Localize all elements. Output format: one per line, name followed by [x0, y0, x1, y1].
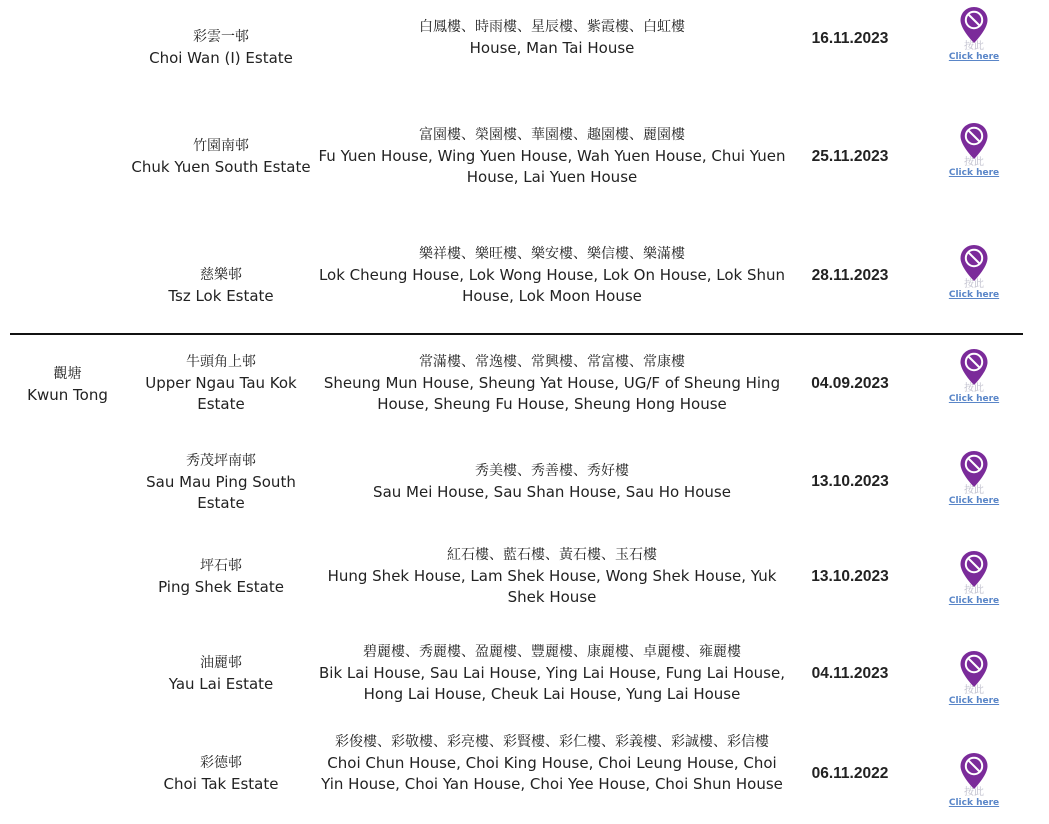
estate-name: 牛頭角上邨 Upper Ngau Tau Kok Estate — [145, 354, 297, 413]
location-pin-icon — [959, 550, 989, 588]
estate-name: 彩德邨 Choi Tak Estate — [163, 755, 279, 793]
blocks-list: 彩俊樓、彩敬樓、彩亮樓、彩賢樓、彩仁樓、彩義樓、彩誠樓、彩信樓 Choi Chun House, Choi King House, Choi Leung House, Choi Yin House, Choi Yan House, Choi Yee House, Choi Shun House — [321, 734, 783, 793]
location-pin-icon — [959, 122, 989, 160]
date: 16.11.2023 — [811, 30, 889, 47]
estate-name: 油麗邨 Yau Lai Estate — [168, 655, 274, 693]
blocks-list: 紅石樓、藍石樓、黃石樓、玉石樓 Hung Shek House, Lam Shek House, Wong Shek House, Yuk Shek House — [327, 547, 777, 606]
blocks-list: 秀美樓、秀善樓、秀好樓 Sau Mei House, Sau Shan House, Sau Ho House — [373, 463, 731, 501]
date: 13.10.2023 — [811, 473, 889, 490]
estate-name: 慈樂邨 Tsz Lok Estate — [168, 267, 274, 305]
blocks-list: 碧麗樓、秀麗樓、盈麗樓、豐麗樓、康麗樓、卓麗樓、雍麗樓 Bik Lai House, Sau Lai House, Ying Lai House, Fung Lai House, Hong Lai House, Cheuk Lai House, Yung Lai House — [319, 644, 785, 703]
date: 04.09.2023 — [811, 375, 889, 392]
click-here-link[interactable]: 按此 Click here — [942, 6, 1006, 62]
blocks-list: 樂祥樓、樂旺樓、樂安樓、樂信樓、樂滿樓 Lok Cheung House, Lok Wong House, Lok On House, Lok Shun House, Lok Moon House — [318, 246, 786, 305]
blocks-list: 富園樓、榮園樓、華園樓、趣園樓、麗園樓 Fu Yuen House, Wing Yuen House, Wah Yuen House, Chui Yuen House, Lai Yuen House — [318, 127, 786, 186]
estate-name: 秀茂坪南邨 Sau Mau Ping South Estate — [146, 453, 296, 512]
date: 06.11.2022 — [811, 765, 889, 782]
estate-name: 竹園南邨 Chuk Yuen South Estate — [131, 138, 311, 176]
location-pin-icon — [959, 6, 989, 44]
district-name: 觀塘 Kwun Tong — [27, 366, 108, 404]
blocks-list: 白鳳樓、時雨樓、星辰樓、紫霞樓、白虹樓 House, Man Tai House — [419, 19, 685, 57]
date: 28.11.2023 — [811, 267, 889, 284]
location-pin-icon — [959, 650, 989, 688]
estate-name: 坪石邨 Ping Shek Estate — [158, 558, 284, 596]
location-pin-icon — [959, 348, 989, 386]
blocks-list: 常滿樓、常逸樓、常興樓、常富樓、常康樓 Sheung Mun House, Sheung Yat House, UG/F of Sheung Hing House, Sheung Fu House, Sheung Hong House — [323, 354, 781, 413]
click-here-link[interactable]: 按此 Click here — [942, 550, 1006, 606]
estate-name: 彩雲一邨 Choi Wan (I) Estate — [149, 29, 293, 67]
section-divider — [10, 333, 1023, 335]
click-here-link[interactable]: 按此 Click here — [942, 450, 1006, 506]
click-here-link[interactable]: 按此 Click here — [942, 650, 1006, 706]
click-here-link[interactable]: 按此 Click here — [942, 244, 1006, 300]
date: 25.11.2023 — [811, 148, 889, 165]
location-pin-icon — [959, 752, 989, 790]
click-here-link[interactable]: 按此 Click here — [942, 122, 1006, 178]
date: 13.10.2023 — [811, 568, 889, 585]
location-pin-icon — [959, 450, 989, 488]
click-here-link[interactable]: 按此 Click here — [942, 752, 1006, 808]
click-here-link[interactable]: 按此 Click here — [942, 348, 1006, 404]
date: 04.11.2023 — [811, 665, 889, 682]
location-pin-icon — [959, 244, 989, 282]
